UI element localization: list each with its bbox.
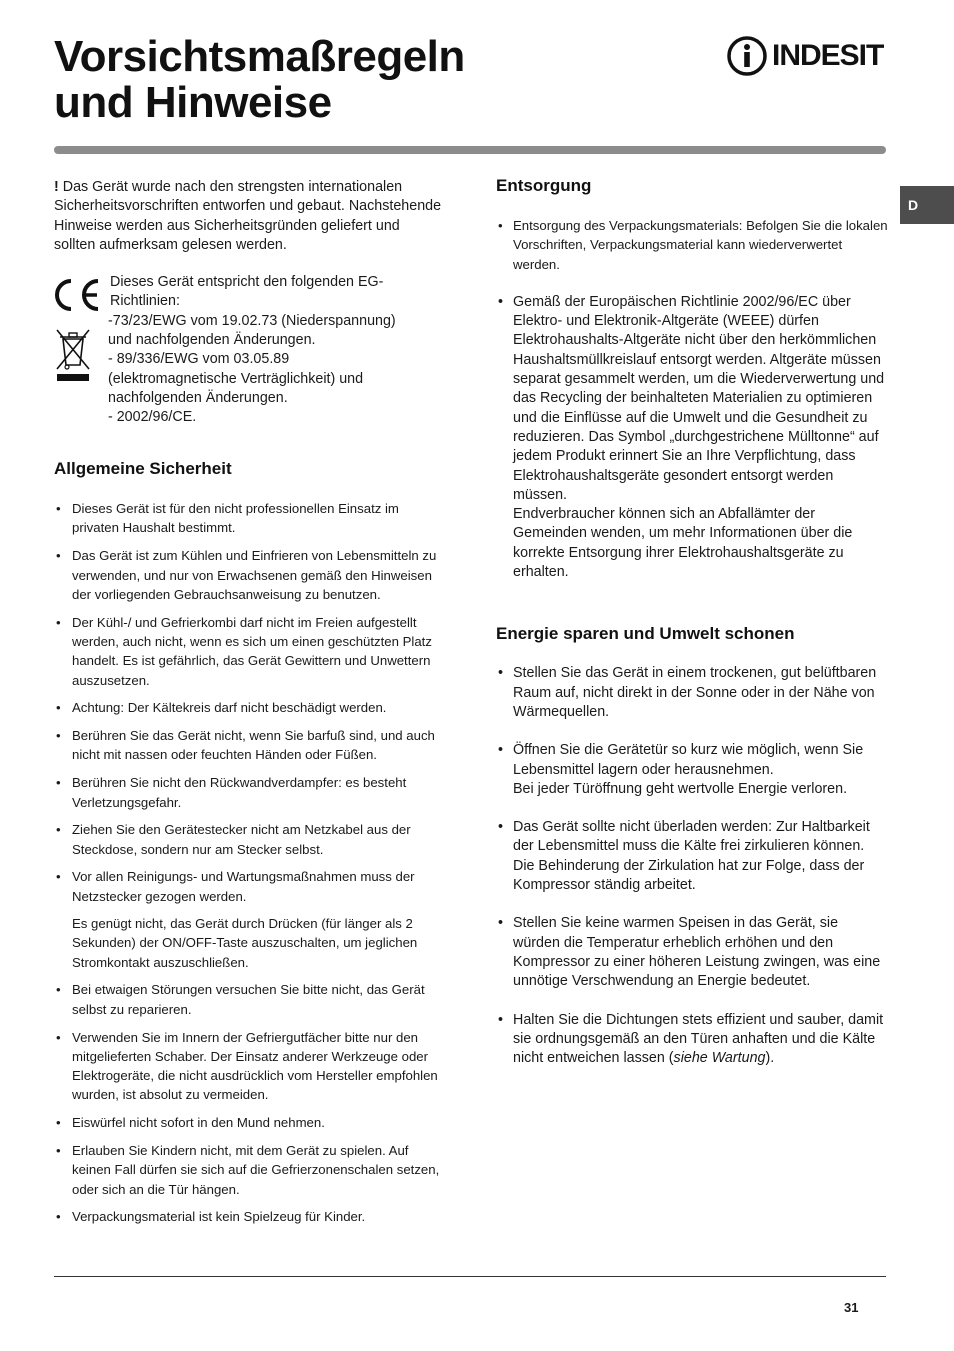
safety-list [54, 499, 444, 1227]
list-item: • Achtung: Der Kältekreis darf nicht beschädigt werden. [54, 698, 444, 717]
compliance-line: nachfolgenden Änderungen. [108, 389, 288, 406]
list-item: • Bei etwaigen Störungen versuchen Sie bitte nicht, das Gerät selbst zu reparieren. [54, 980, 444, 1019]
heading-energie-sparen: Energie sparen und Umwelt schonen [496, 624, 795, 644]
compliance-line: Dieses Gerät entspricht den folgenden EG- [110, 274, 384, 291]
brand-logo [726, 34, 888, 78]
list-item: • Erlauben Sie Kindern nicht, mit dem Gerät zu spielen. Auf keinen Fall dürfen sie sich auf die Gefrierzonenschalen setzen, oder sich an die Tür hängen. [54, 1141, 444, 1199]
list-item: • Berühren Sie das Gerät nicht, wenn Sie barfuß sind, und auch nicht mit nassen oder feuchten Händen oder Füßen. [54, 726, 444, 765]
list-item: • Verpackungsmaterial ist kein Spielzeug für Kinder. [54, 1207, 444, 1226]
list-item-text: • Öffnen Sie die Gerätetür so kurz wie möglich, wenn Sie Lebensmittel lagern oder herausnehmen. [513, 742, 864, 778]
list-item [496, 741, 888, 799]
list-item: • Der Kühl-/ und Gefrierkombi darf nicht im Freien aufgestellt werden, auch nicht, wenn es sich um einen geschützten Platz handelt. Es ist gefährlich, das Gerät Gewittern und Unwettern auszusetzen. [54, 613, 444, 690]
warning-mark: ! [54, 179, 59, 195]
list-item: • Ziehen Sie den Gerätestecker nicht am Netzkabel aus der Steckdose, sondern nur am Stecker selbst. [54, 820, 444, 859]
language-tab: D [900, 186, 954, 224]
header-divider [54, 146, 886, 154]
list-item [54, 867, 444, 971]
disposal-list [496, 216, 888, 582]
page-title-line1: Vorsichtsmaßregeln [54, 32, 465, 81]
crossed-bin-icon [54, 327, 92, 383]
heading-entsorgung: Entsorgung [496, 176, 592, 195]
cross-reference: siehe Wartung [673, 1050, 766, 1067]
list-item-text: Halten Sie die Dichtungen stets effizient und sauber, damit sie ordnungsgemäß an den Türen anhaften und die Kälte nicht entweichen lassen ( [513, 1011, 884, 1067]
brand-wordmark: INDESIT [772, 39, 884, 72]
page-title [54, 34, 465, 126]
intro-text: Das Gerät wurde nach den strengsten internationalen Sicherheitsvorschriften entworfen und gebaut. Nachstehende Hinweise werden aus Sicherheitsgründen geliefert und sollten aufmerksam gelesen werden. [54, 179, 442, 253]
compliance-line: - 89/336/EWG vom 03.05.89 [108, 351, 290, 368]
list-item-text: Vor allen Reinigungs- und Wartungsmaßnahmen muss der Netzstecker gezogen werden. [72, 869, 415, 904]
list-item-text-end: ). [765, 1050, 775, 1067]
compliance-text [108, 273, 444, 427]
compliance-line: - 2002/96/CE. [108, 409, 197, 426]
page-title-line2: und Hinweise [54, 78, 332, 127]
list-item: • Das Gerät sollte nicht überladen werden: Zur Haltbarkeit der Lebensmittel muss die Kälte frei zirkulieren können. Die Behinderung der Zirkulation hat zur Folge, dass der Kompressor ständig arbeitet. [496, 818, 888, 895]
indesit-i-icon [726, 35, 768, 77]
compliance-block [54, 273, 444, 433]
list-item: • Berühren Sie nicht den Rückwandverdampfer: es besteht Verletzungsgefahr. [54, 773, 444, 812]
compliance-line: Richtlinien: [110, 293, 180, 310]
energy-list [496, 664, 888, 1068]
compliance-line: (elektromagnetische Verträglichkeit) und [108, 370, 364, 387]
list-item: • Entsorgung des Verpackungsmaterials: Befolgen Sie die lokalen Vorschriften, Verpackungsmaterial kann wiederverwertet werden. [496, 216, 888, 274]
heading-allgemeine-sicherheit: Allgemeine Sicherheit [54, 459, 232, 479]
list-item: • Eiswürfel nicht sofort in den Mund nehmen. [54, 1113, 444, 1132]
footer-divider [54, 1276, 886, 1277]
compliance-line: -73/23/EWG vom 19.02.73 (Niederspannung) [108, 312, 396, 329]
list-item-continuation: Bei jeder Türöffnung geht wertvolle Energie verloren. [513, 780, 848, 797]
intro-paragraph [54, 178, 444, 255]
list-item: • Stellen Sie keine warmen Speisen in das Gerät, sie würden die Temperatur erheblich erhöhen und den Kompressor zu einer höheren Leistung zwingen, was eine unnötige Verschwendung an Energie bedeutet. [496, 914, 888, 991]
list-item [496, 293, 888, 582]
list-item: • Verwenden Sie im Innern der Gefriergutfächer bitte nur den mitgelieferten Schaber. Der Einsatz anderer Werkzeuge oder Elektrogeräte, die nicht ausdrücklich vom Hersteller empfohlen wurden, ist absolut zu vermeiden. [54, 1028, 444, 1105]
list-item: • Das Gerät ist zum Kühlen und Einfrieren von Lebensmitteln zu verwenden, und nur von Erwachsenen gemäß den Hinweisen der vorliegenden Gebrauchsanweisung zu benutzen. [54, 546, 444, 604]
list-item: • Stellen Sie das Gerät in einem trockenen, gut belüftbaren Raum auf, nicht direkt in der Sonne oder in der Nähe von Wärmequellen. [496, 664, 888, 722]
right-column [496, 176, 888, 1087]
list-item-continuation: Endverbraucher können sich an Abfallämter der Gemeinden wenden, um mehr Informationen über die korrekte Entsorgung ihrer Elektrohaushaltsgeräte zu erhalten. [513, 506, 853, 581]
list-item: • Dieses Gerät ist für den nicht professionellen Einsatz im privaten Haushalt bestimmt. [54, 499, 444, 538]
compliance-line: und nachfolgenden Änderungen. [108, 332, 316, 349]
page-number: 31 [844, 1300, 859, 1315]
ce-mark-icon [54, 277, 102, 313]
left-column [54, 178, 444, 1235]
list-item [496, 1011, 888, 1069]
list-item-continuation: Es genügt nicht, das Gerät durch Drücken (für länger als 2 Sekunden) der ON/OFF-Taste auszuschalten, um jeglichen Stromkontakt auszuschließen. [72, 916, 418, 970]
list-item-text: • Gemäß der Europäischen Richtlinie 2002/96/EC über Elektro- und Elektronik-Altgeräte (WEEE) dürfen Elektrohaushalts-Altgeräte nicht über den herkömmlichen Haushaltsmüllkreislauf entsorgt werden. Altgeräte müssen separat gesammelt werden, um die Wiederverwertung und das Recycling der beinhalteten Materialien zu optimieren und die Einflüsse auf die Umwelt und die Gesundheit zu reduzieren. Das Symbol „durchgestrichene Mülltonne“ auf jedem Produkt erinnert Sie an Ihre Verpflichtung, dass Elektrohaushaltsgeräte gesondert entsorgt werden müssen. [513, 293, 885, 503]
